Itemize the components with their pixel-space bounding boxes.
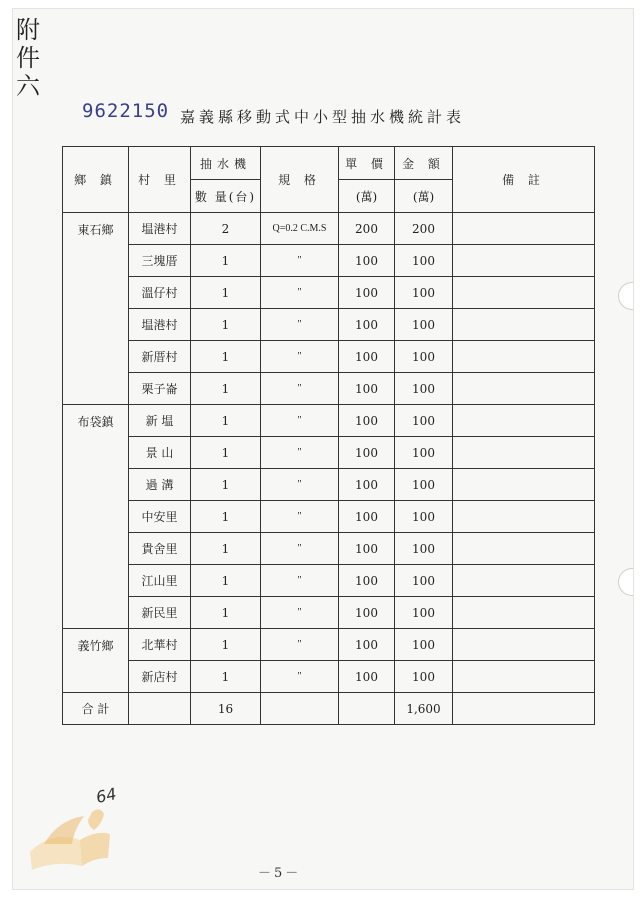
unit-price-cell: 100 [339,277,395,309]
table-row [63,437,595,469]
amount-cell: 100 [395,341,453,373]
amount-cell: 100 [395,437,453,469]
attachment-label: 附件六 [16,16,40,100]
quantity-cell: 1 [191,245,261,277]
township-cell: 東石鄉 [63,213,129,405]
village-cell: 江山里 [129,565,191,597]
header-village: 村 里 [129,147,191,213]
quantity-cell: 1 [191,597,261,629]
table-row [63,533,595,565]
village-cell: 新厝村 [129,341,191,373]
remarks-cell [453,373,595,405]
village-cell: 新 塭 [129,405,191,437]
village-cell: 三塊厝 [129,245,191,277]
remarks-cell [453,597,595,629]
amount-cell: 100 [395,629,453,661]
quantity-cell: 1 [191,469,261,501]
table-row [63,309,595,341]
amount-cell: 100 [395,501,453,533]
header-pump-count-unit: 數 量(台) [191,180,261,213]
quantity-cell: 1 [191,565,261,597]
village-cell: 塭港村 [129,213,191,245]
village-cell: 溫仔村 [129,277,191,309]
remarks-cell [453,245,595,277]
quantity-cell: 1 [191,277,261,309]
header-pump-count: 抽水機 [191,147,261,180]
unit-price-cell: 100 [339,405,395,437]
header-amount-unit: (萬) [395,180,453,213]
table-row [63,565,595,597]
table-row [63,597,595,629]
quantity-cell: 1 [191,405,261,437]
table-row [63,373,595,405]
remarks-cell [453,565,595,597]
spec-cell: " [261,501,339,533]
handwritten-note: 64 [94,784,119,807]
document-title: 嘉義縣移動式中小型抽水機統計表 [180,108,466,126]
unit-price-cell: 100 [339,373,395,405]
remarks-cell [453,533,595,565]
spec-cell: " [261,629,339,661]
unit-price-cell: 100 [339,629,395,661]
page-number: －5－ [258,866,302,881]
spec-cell: " [261,597,339,629]
quantity-cell: 1 [191,373,261,405]
unit-price-cell: 100 [339,245,395,277]
unit-price-cell: 100 [339,661,395,693]
amount-cell: 100 [395,469,453,501]
amount-cell: 100 [395,245,453,277]
unit-price-cell: 200 [339,213,395,245]
quantity-cell: 1 [191,533,261,565]
table-row [63,213,595,245]
spec-cell: " [261,469,339,501]
remarks-cell [453,437,595,469]
spec-cell: " [261,437,339,469]
spec-cell: " [261,245,339,277]
quantity-cell: 1 [191,501,261,533]
village-cell: 過 溝 [129,469,191,501]
unit-price-cell: 100 [339,533,395,565]
quantity-cell: 2 [191,213,261,245]
village-cell: 北華村 [129,629,191,661]
spec-cell: " [261,533,339,565]
amount-cell: 100 [395,405,453,437]
village-cell: 貴舍里 [129,533,191,565]
amount-cell: 100 [395,565,453,597]
table-row [63,341,595,373]
remarks-cell [453,405,595,437]
total-empty-cell [129,693,191,725]
table-row [63,661,595,693]
amount-cell: 100 [395,661,453,693]
header-remarks: 備 註 [453,147,595,213]
quantity-cell: 1 [191,661,261,693]
amount-cell: 100 [395,277,453,309]
amount-cell: 200 [395,213,453,245]
spec-cell: " [261,277,339,309]
remarks-cell [453,341,595,373]
village-cell: 栗子崙 [129,373,191,405]
library-logo-icon [22,800,118,876]
table-row [63,501,595,533]
total-label: 合 計 [63,693,129,725]
total-quantity: 16 [191,693,261,725]
amount-cell: 100 [395,597,453,629]
spec-cell: Q=0.2 C.M.S [261,213,339,245]
township-cell: 義竹鄉 [63,629,129,693]
header-unit-price: 單 價 [339,147,395,180]
quantity-cell: 1 [191,309,261,341]
amount-cell: 100 [395,309,453,341]
remarks-cell [453,469,595,501]
village-cell: 新民里 [129,597,191,629]
table-row [63,245,595,277]
header-township: 鄉 鎮 [63,147,129,213]
village-cell: 中安里 [129,501,191,533]
quantity-cell: 1 [191,341,261,373]
header-spec: 規 格 [261,147,339,213]
village-cell: 塭港村 [129,309,191,341]
unit-price-cell: 100 [339,341,395,373]
quantity-cell: 1 [191,629,261,661]
spec-cell: " [261,661,339,693]
unit-price-cell: 100 [339,501,395,533]
remarks-cell [453,277,595,309]
header-amount: 金 額 [395,147,453,180]
unit-price-cell: 100 [339,565,395,597]
document-number: 9622150 [82,100,170,122]
amount-cell: 100 [395,533,453,565]
remarks-cell [453,661,595,693]
unit-price-cell: 100 [339,597,395,629]
remarks-cell [453,629,595,661]
header-unit-price-unit: (萬) [339,180,395,213]
total-empty-cell [261,693,339,725]
spec-cell: " [261,565,339,597]
spec-cell: " [261,341,339,373]
unit-price-cell: 100 [339,309,395,341]
table-row [63,469,595,501]
table-row [63,277,595,309]
total-amount: 1,600 [395,693,453,725]
statistics-table [62,146,595,725]
remarks-cell [453,213,595,245]
table-row [63,405,595,437]
header-row [63,147,595,180]
unit-price-cell: 100 [339,469,395,501]
total-empty-cell [453,693,595,725]
quantity-cell: 1 [191,437,261,469]
spec-cell: " [261,405,339,437]
total-empty-cell [339,693,395,725]
village-cell: 景 山 [129,437,191,469]
spec-cell: " [261,373,339,405]
amount-cell: 100 [395,373,453,405]
total-row [63,693,595,725]
village-cell: 新店村 [129,661,191,693]
unit-price-cell: 100 [339,437,395,469]
table-body [63,147,595,725]
township-cell: 布袋鎮 [63,405,129,629]
remarks-cell [453,501,595,533]
table-row [63,629,595,661]
remarks-cell [453,309,595,341]
spec-cell: " [261,309,339,341]
